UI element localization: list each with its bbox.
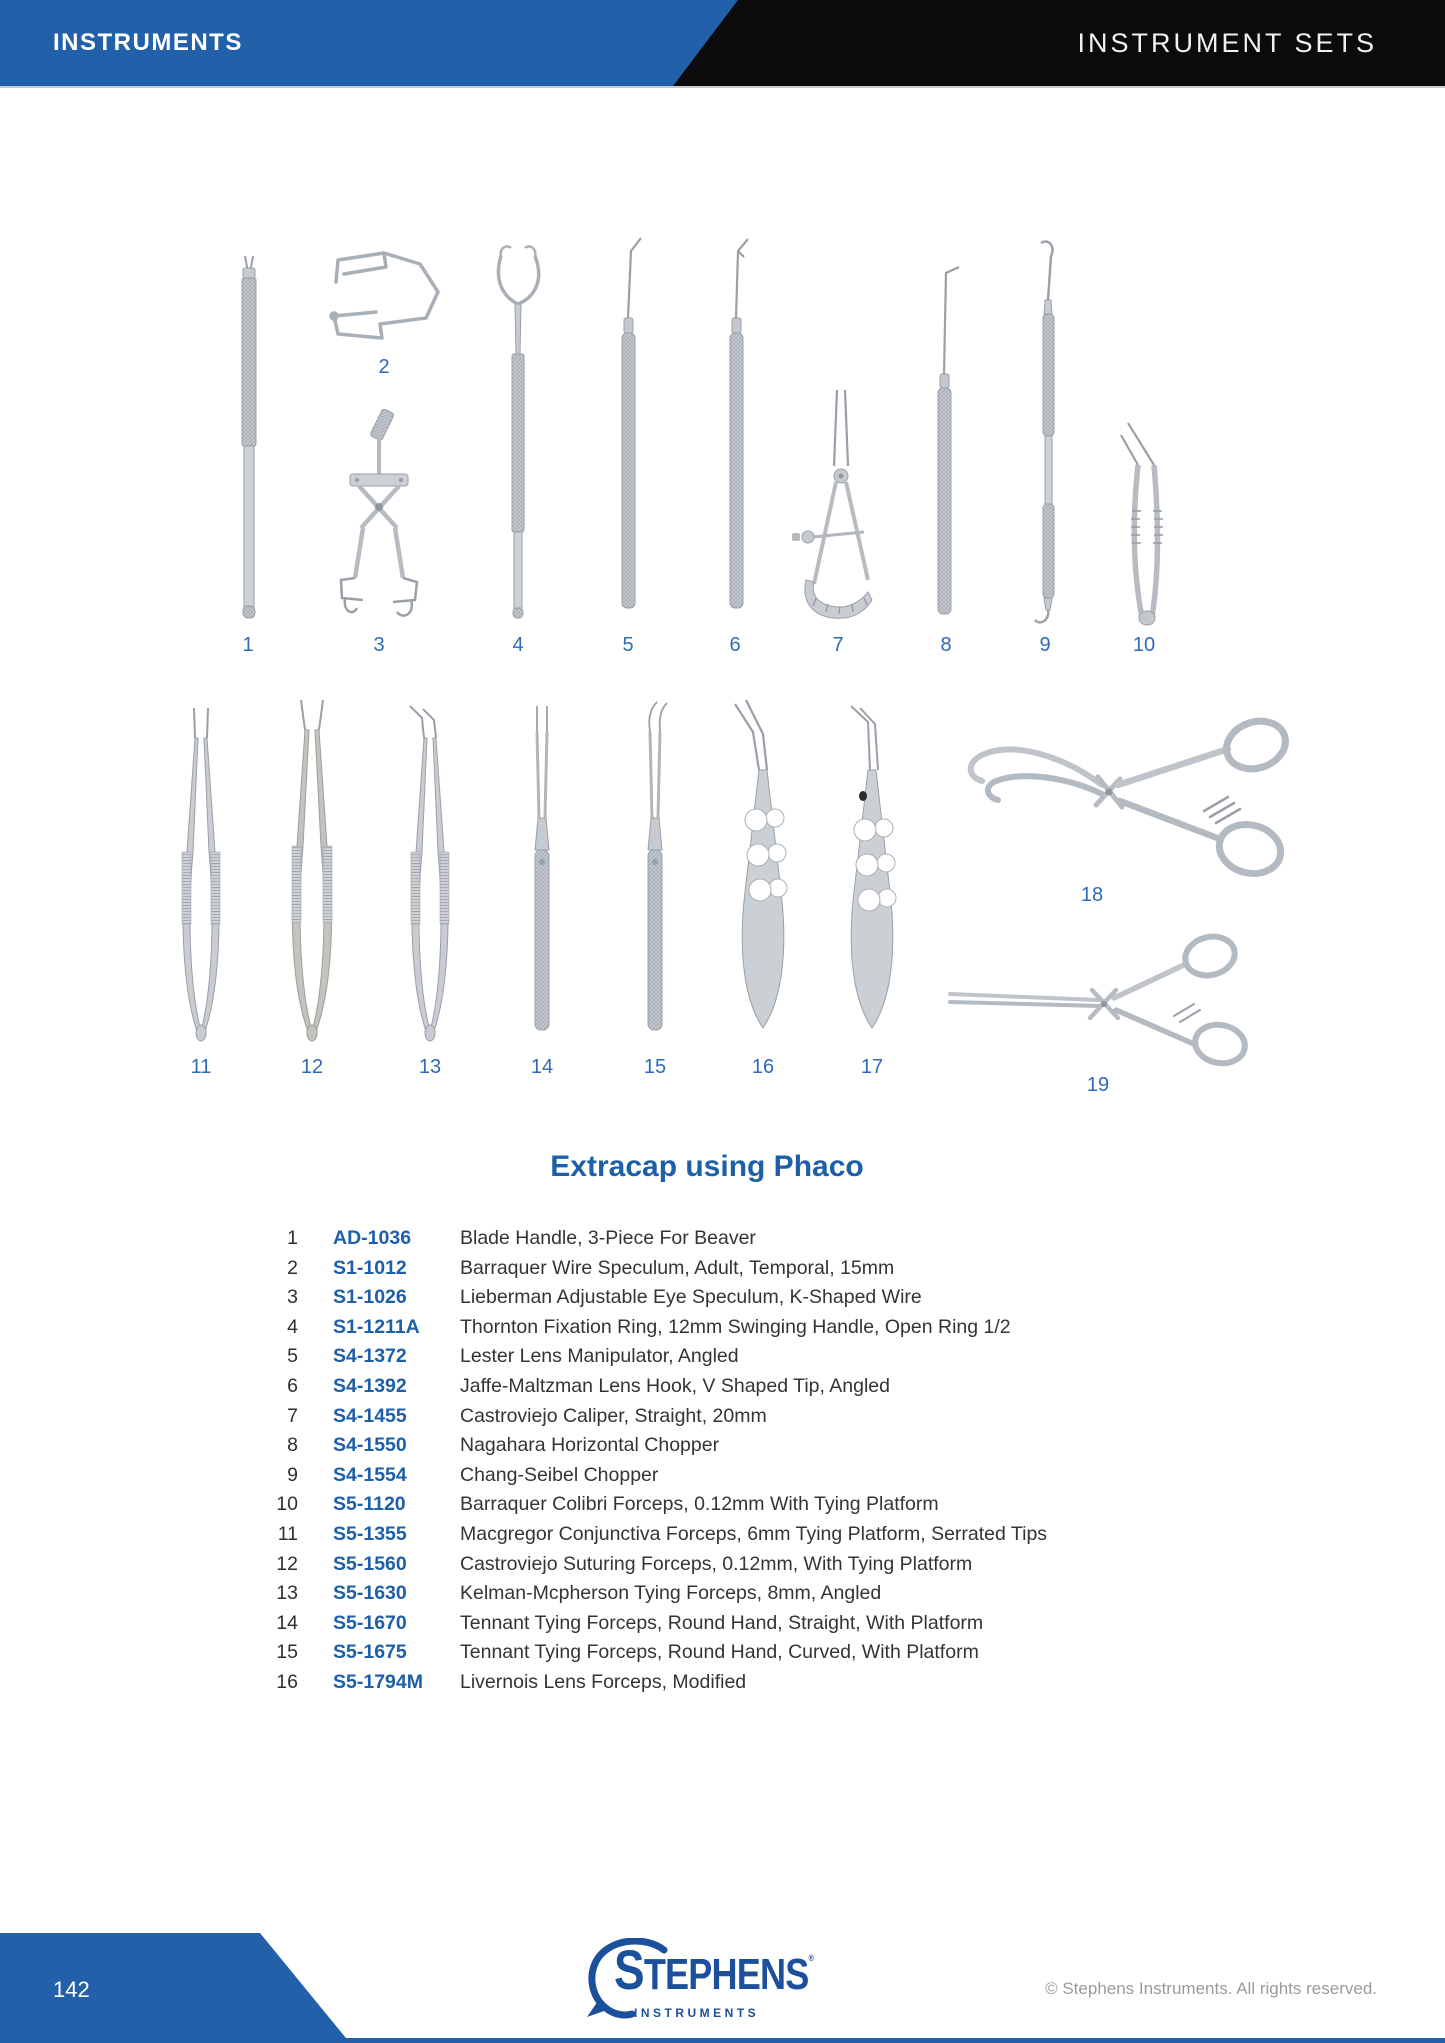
instrument-12-castroviejo-suturing-forceps-image — [267, 696, 357, 1040]
item-number: 10 — [276, 1493, 298, 1516]
footer-bottom-bar — [0, 2038, 1445, 2043]
list-item — [230, 1254, 1260, 1284]
logo-subtitle: INSTRUMENTS — [634, 2006, 760, 2020]
list-item — [230, 1372, 1260, 1402]
item-description: Barraquer Colibri Forceps, 0.12mm With Tying Platform — [460, 1493, 939, 1516]
list-item — [230, 1313, 1260, 1343]
figure-label-11: 11 — [190, 1056, 212, 1078]
item-description: Castroviejo Suturing Forceps, 0.12mm, With Tying Platform — [460, 1552, 973, 1575]
figure-label-3: 3 — [373, 634, 385, 656]
list-item — [230, 1224, 1260, 1254]
item-description: Tennant Tying Forceps, Round Hand, Straight, With Platform — [460, 1611, 984, 1634]
figure-label-17: 17 — [860, 1056, 884, 1078]
item-number: 14 — [276, 1611, 298, 1634]
header-subsection-title: INSTRUMENT SETS — [1077, 28, 1377, 58]
figure-label-15: 15 — [643, 1056, 667, 1078]
item-description: Barraquer Wire Speculum, Adult, Temporal, 15mm — [460, 1256, 895, 1279]
item-code: S4-1372 — [333, 1345, 407, 1368]
figure-label-1: 1 — [242, 634, 254, 656]
figure-label-13: 13 — [418, 1056, 442, 1078]
list-item — [230, 1668, 1260, 1698]
item-code: S5-1670 — [333, 1611, 407, 1634]
item-description: Lieberman Adjustable Eye Speculum, K-Shaped Wire — [460, 1286, 922, 1309]
header-section-title: INSTRUMENTS — [53, 29, 243, 56]
item-code: S5-1630 — [333, 1582, 407, 1605]
instrument-18-hemostat-curved-image — [952, 715, 1314, 895]
list-item — [230, 1461, 1260, 1491]
figure-label-19: 19 — [1086, 1074, 1110, 1096]
list-item — [230, 1609, 1260, 1639]
item-number: 1 — [287, 1227, 298, 1249]
list-item — [230, 1490, 1260, 1520]
figure-label-8: 8 — [940, 634, 952, 656]
item-code: S5-1675 — [333, 1641, 407, 1664]
list-item — [230, 1431, 1260, 1461]
item-description: Jaffe-Maltzman Lens Hook, V Shaped Tip, Angled — [460, 1374, 890, 1397]
copyright-text: © Stephens Instruments. All rights reserved. — [1045, 1979, 1377, 1998]
figure-label-12: 12 — [300, 1056, 324, 1078]
instrument-8-nagahara-chopper-image — [928, 262, 964, 620]
item-description: Macgregor Conjunctiva Forceps, 6mm Tying Platform, Serrated Tips — [460, 1522, 1048, 1545]
item-number: 6 — [287, 1374, 298, 1397]
list-item — [230, 1550, 1260, 1580]
stephens-logo — [598, 1938, 838, 2026]
instrument-5-lester-manipulator-image — [610, 236, 646, 620]
item-number: 2 — [287, 1256, 298, 1279]
item-description: Thornton Fixation Ring, 12mm Swinging Handle, Open Ring 1/2 — [460, 1315, 1011, 1338]
figure-label-14: 14 — [530, 1056, 554, 1078]
logo-first-letter: S — [614, 1938, 644, 2001]
figure-label-9: 9 — [1039, 634, 1051, 656]
instrument-13-kelman-mcpherson-forceps-image — [385, 700, 475, 1040]
list-item — [230, 1342, 1260, 1372]
list-item — [230, 1520, 1260, 1550]
figure-label-5: 5 — [622, 634, 634, 656]
item-number: 3 — [287, 1286, 298, 1309]
item-number: 15 — [276, 1641, 298, 1664]
item-code: S5-1120 — [333, 1493, 406, 1516]
item-code: S5-1560 — [333, 1552, 407, 1575]
logo-wordmark — [614, 1938, 814, 2001]
instrument-3-lieberman-speculum-image — [333, 408, 425, 624]
instrument-14-tennant-forceps-straight-image — [497, 700, 587, 1040]
item-number: 12 — [276, 1552, 298, 1575]
logo-registered-mark: ® — [808, 1953, 814, 1963]
instrument-19-hemostat-straight-image — [942, 928, 1272, 1068]
page-title: Extracap using Phaco — [550, 1150, 864, 1183]
item-code: S4-1554 — [333, 1463, 407, 1486]
header-divider — [0, 86, 1445, 88]
instrument-7-castroviejo-caliper-image — [786, 388, 896, 620]
instrument-16-livernois-forceps-image — [718, 692, 808, 1040]
figure-label-7: 7 — [832, 634, 844, 656]
instrument-1-blade-handle-image — [234, 254, 264, 620]
item-code: S4-1550 — [333, 1434, 407, 1457]
logo-rest-letters: TEPHENS — [643, 1950, 809, 1999]
item-code: S4-1392 — [333, 1374, 407, 1397]
item-code: S4-1455 — [333, 1404, 407, 1427]
instrument-4-thornton-ring-image — [487, 232, 549, 620]
item-number: 7 — [287, 1404, 298, 1427]
instrument-11-macgregor-forceps-image — [156, 700, 246, 1040]
item-description: Livernois Lens Forceps, Modified — [460, 1670, 747, 1693]
item-description: Chang-Seibel Chopper — [460, 1463, 659, 1486]
item-number: 4 — [287, 1315, 298, 1338]
item-number: 5 — [287, 1345, 298, 1368]
instrument-15-tennant-forceps-curved-image — [610, 700, 700, 1040]
list-item — [230, 1402, 1260, 1432]
item-code: S1-1211A — [333, 1315, 420, 1338]
item-number: 8 — [287, 1434, 298, 1457]
list-item — [230, 1283, 1260, 1313]
instrument-9-chang-seibel-chopper-image — [1028, 238, 1062, 624]
item-description: Tennant Tying Forceps, Round Hand, Curved, With Platform — [460, 1641, 979, 1664]
instrument-2-wire-speculum-image — [320, 248, 452, 352]
item-code: S5-1355 — [333, 1522, 407, 1545]
figure-label-18: 18 — [1080, 884, 1104, 906]
item-number: 9 — [287, 1463, 298, 1486]
item-description: Blade Handle, 3-Piece For Beaver — [460, 1227, 756, 1249]
figure-label-10: 10 — [1132, 634, 1156, 656]
item-description: Castroviejo Caliper, Straight, 20mm — [460, 1404, 767, 1427]
list-item — [230, 1579, 1260, 1609]
item-description: Kelman-Mcpherson Tying Forceps, 8mm, Angled — [460, 1582, 882, 1605]
item-code: S5-1794M — [333, 1670, 423, 1693]
instrument-list — [230, 1224, 1260, 1698]
item-description: Lester Lens Manipulator, Angled — [460, 1345, 739, 1368]
figure-label-6: 6 — [729, 634, 741, 656]
figure-label-2: 2 — [378, 356, 390, 378]
instrument-6-jaffe-lens-hook-image — [718, 236, 754, 620]
page-header — [0, 0, 1445, 86]
figure-label-16: 16 — [751, 1056, 775, 1078]
instrument-10-colibri-forceps-image — [1106, 415, 1182, 625]
item-number: 11 — [277, 1522, 298, 1545]
instrument-17-forceps-image — [827, 692, 917, 1040]
item-number: 16 — [276, 1670, 298, 1693]
item-code: S1-1026 — [333, 1286, 407, 1309]
item-code: AD-1036 — [333, 1227, 412, 1249]
figure-label-4: 4 — [512, 634, 524, 656]
list-item — [230, 1638, 1260, 1668]
item-number: 13 — [276, 1582, 298, 1605]
item-description: Nagahara Horizontal Chopper — [460, 1434, 720, 1457]
page-number: 142 — [53, 1977, 90, 2002]
item-code: S1-1012 — [333, 1256, 407, 1279]
